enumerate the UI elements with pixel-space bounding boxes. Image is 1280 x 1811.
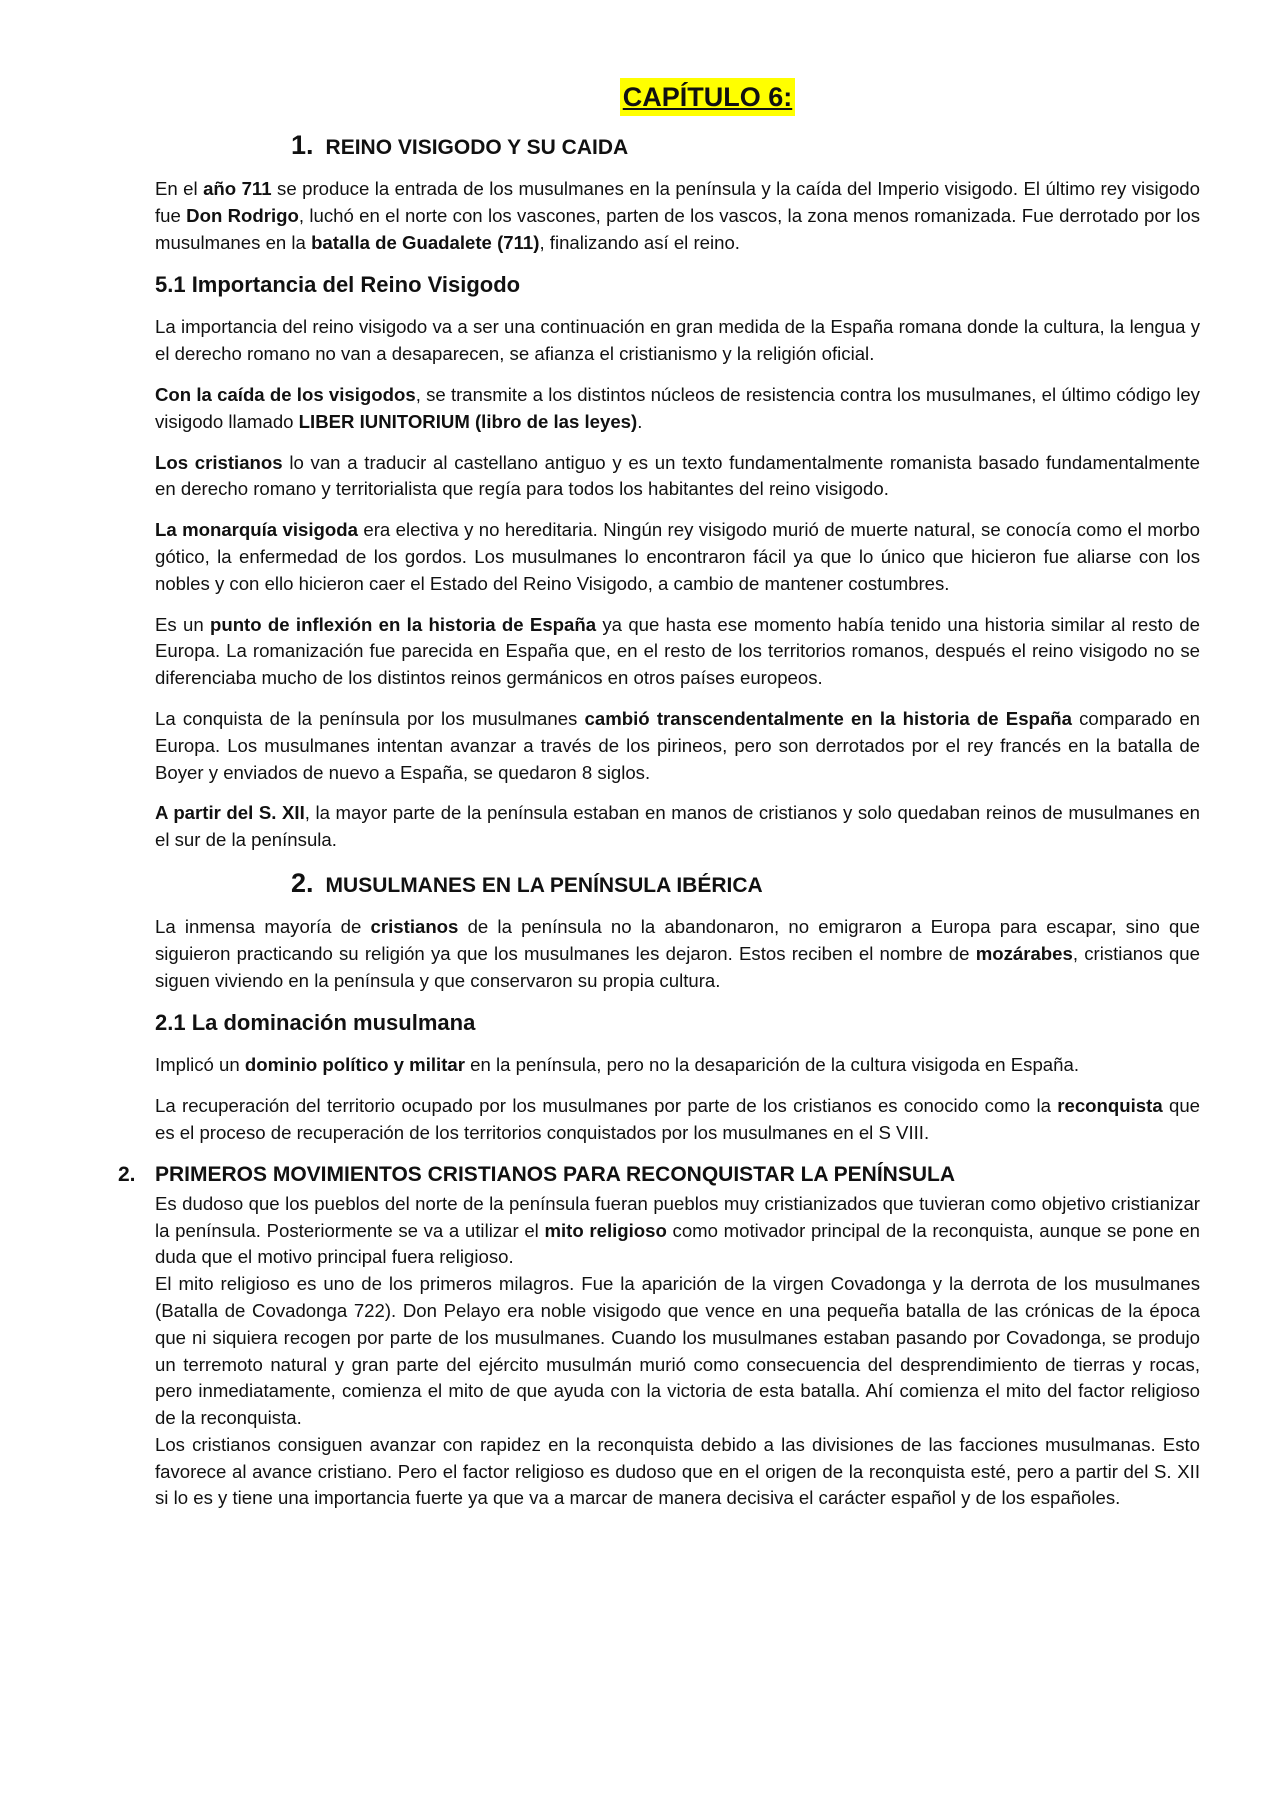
chapter-heading (155, 78, 1200, 116)
bold-text: mozárabes (975, 942, 1073, 964)
text: era electiva y no hereditaria. Ningún rey visigodo murió de muerte natural, se conocía como el morbo gótico, la enfermedad de los gordos. Los musulmanes lo encontraron fácil ya que lo único que hicieron fue aliarse con los nobles y con ello hicieron caer el Estado del Reino Visigodo, a cambio de mantener costumbres. (155, 519, 1200, 594)
text: en la península, pero no la desaparición de la cultura visigoda en España. (464, 1054, 1079, 1076)
paragraph (155, 1432, 1200, 1512)
text: La recuperación del territorio ocupado por los musulmanes por parte de los cristianos es conocido como la (155, 1095, 1058, 1117)
section-2-number: 2. (291, 867, 314, 898)
paragraph (155, 382, 1200, 436)
subsection-5-1-body (155, 314, 1200, 854)
bold-text: dominio político y militar (244, 1054, 465, 1076)
paragraph (155, 914, 1200, 994)
chapter-title: CAPÍTULO 6: (620, 78, 796, 116)
paragraph (155, 517, 1200, 597)
text: , cristianos que siguen viviendo en la península y que conservaron su propia cultura. (155, 942, 1200, 991)
text: Implicó un (155, 1054, 245, 1076)
text: , se transmite a los distintos núcleos de resistencia contra los musulmanes, el último código ley visigodo llamado (155, 383, 1200, 432)
text: El mito religioso es uno de los primeros milagros. Fue la aparición de la virgen Covadonga y la derrota de los musulmanes (Batalla de Covadonga 722). Don Pelayo era noble visigodo que vence en una pequeña batalla de las crónicas de la época que ni siquiera recogen por parte de los musulmanes. Cuando los musulmanes estaban pasando por Covadonga, se produjo un terremoto natural y gran parte del ejército musulmán murió como consecuencia del desprendimiento de tierras y rocas, pero inmediatamente, comienza el mito de que ayuda con la victoria de esta batalla. Ahí comienza el mito del factor religioso de la reconquista. (155, 1273, 1200, 1429)
text: comparado en Europa. Los musulmanes intentan avanzar a través de los pirineos, pero son derrotados por el rey francés en la batalla de Boyer y enviados de nuevo a España, se quedaron 8 siglos. (155, 707, 1200, 783)
bold-text: mito religioso (544, 1219, 667, 1241)
bold-text: reconquista (1057, 1095, 1163, 1117)
paragraph (155, 800, 1200, 854)
section-1-title: REINO VISIGODO Y SU CAIDA (325, 136, 629, 159)
subsection-2-1-body (155, 1052, 1200, 1146)
bold-text: punto de inflexión en la historia de España (209, 613, 597, 635)
section-3-number: 2. (118, 1162, 136, 1186)
paragraph (155, 1052, 1200, 1079)
bold-text: LIBER IUNITORIUM (libro de las leyes) (298, 410, 638, 432)
text: lo van a traducir al castellano antiguo y es un texto fundamentalmente romanista basado fundamentalmente en derecho romano y territorialista que regía para todos los habitantes del reino visigodo. (155, 451, 1200, 500)
paragraph (155, 1191, 1200, 1271)
subsection-2-1-title: 2.1 La dominación musulmana (155, 1010, 476, 1036)
section-1-heading (291, 130, 1200, 163)
text: de la península no la abandonaron, no emigraron a Europa para escapar, sino que siguieron practicando su religión ya que los musulmanes les dejaron. Estos reciben el nombre de (155, 915, 1200, 964)
bold-text: cristianos (370, 915, 459, 937)
text: La inmensa mayoría de (155, 915, 371, 937)
bold-text: cambió transcendentalmente en la historia de España (584, 707, 1072, 729)
bold-text: año 711 (203, 178, 272, 199)
paragraph (155, 1271, 1200, 1432)
bold-text: La monarquía visigoda (155, 519, 358, 541)
text: se produce la entrada de los musulmanes en la península y la caída del Imperio visigodo. El último rey visigodo fue (155, 178, 1200, 226)
paragraph (155, 176, 1200, 256)
text: Es dudoso que los pueblos del norte de la península fueran pueblos muy cristianizados que tuvieran como objetivo cristianizar la península. Posteriormente se va a utilizar el (155, 1192, 1200, 1241)
paragraph (155, 450, 1200, 504)
paragraph (155, 612, 1200, 692)
bold-text: Los cristianos (155, 451, 283, 473)
text: La importancia del reino visigodo va a ser una continuación en gran medida de la España romana donde la cultura, la lengua y el derecho romano no van a desaparecen, se afianza el cristianismo y la religión oficial. (155, 316, 1200, 365)
paragraph (155, 1093, 1200, 1147)
section-2-title: MUSULMANES EN LA PENÍNSULA IBÉRICA (325, 873, 763, 897)
section-3-heading (118, 1161, 1200, 1189)
bold-text: Don Rodrigo (186, 204, 299, 226)
text: Los cristianos consiguen avanzar con rapidez en la reconquista debido a las divisiones de las facciones musulmanas. Esto favorece al avance cristiano. Pero el factor religioso es dudoso que en el origen de la reconquista esté, pero a partir del S. XII si lo es y tiene una importancia fuerte ya que va a marcar de manera decisiva el carácter español y de los españoles. (155, 1433, 1200, 1509)
text: Es un (155, 613, 210, 635)
subsection-5-1-title: 5.1 Importancia del Reino Visigodo (155, 272, 521, 298)
text: . (637, 410, 643, 432)
text: que es el proceso de recuperación de los territorios conquistados por los musulmanes en el S VIII. (155, 1095, 1200, 1143)
bold-text: A partir del S. XII (155, 802, 305, 824)
section-1-number: 1. (291, 130, 314, 160)
text: La conquista de la península por los musulmanes (155, 707, 585, 729)
text: ya que hasta ese momento había tenido una historia similar al resto de Europa. La romanización fue parecida en España que, en el resto de los territorios romanos, después el reino visigodo no se diferenciaba mucho de los distintos reinos germánicos en otros países europeos. (155, 613, 1200, 689)
bold-text: batalla de Guadalete (711) (311, 231, 540, 253)
text: , finalizando así el reino. (539, 231, 740, 253)
section-2-heading (291, 868, 1200, 901)
text: En el (155, 178, 204, 199)
text: como motivador principal de la reconquista, aunque se pone en duda que el motivo principal fuera religioso. (155, 1219, 1200, 1268)
text: , la mayor parte de la península estaban en manos de cristianos y solo quedaban reinos de musulmanes en el sur de la península. (155, 802, 1200, 851)
bold-text: Con la caída de los visigodos (155, 383, 416, 405)
section-3-body (155, 1191, 1200, 1513)
text: , luchó en el norte con los vascones, parten de los vascos, la zona menos romanizada. Fue derrotado por los musulmanes en la (155, 204, 1200, 253)
paragraph (155, 706, 1200, 786)
paragraph (155, 314, 1200, 368)
section-3-title: PRIMEROS MOVIMIENTOS CRISTIANOS PARA RECONQUISTAR LA PENÍNSULA (155, 1162, 955, 1186)
